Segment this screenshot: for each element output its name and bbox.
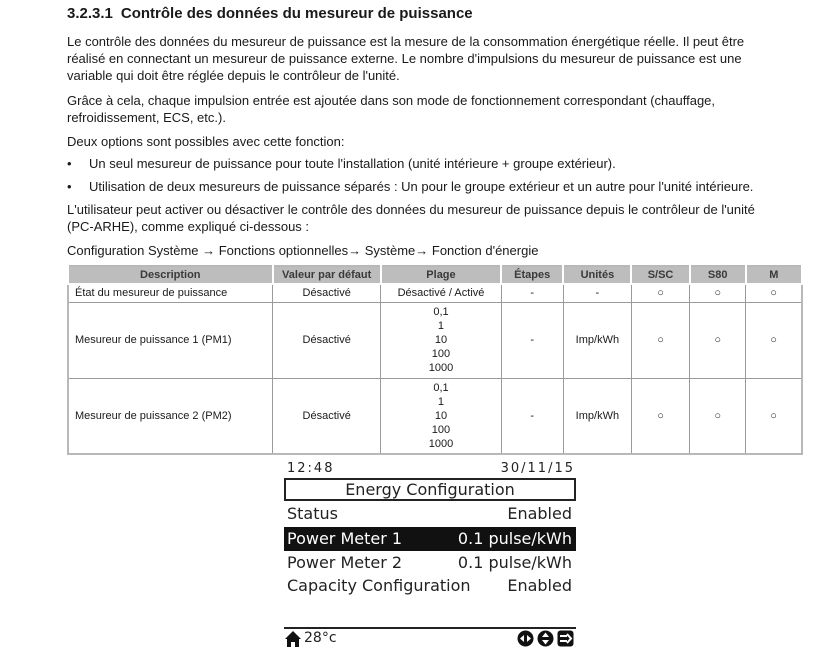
range-value: 0,1 xyxy=(433,306,449,318)
parameters-table xyxy=(67,265,803,455)
lcd-menu-item-status[interactable] xyxy=(284,502,576,526)
home-icon[interactable] xyxy=(284,630,302,648)
table-header-row xyxy=(68,266,802,284)
range-value: 1 xyxy=(437,320,445,332)
cell-range xyxy=(381,378,501,454)
lcd-item-label: Power Meter 1 xyxy=(287,529,403,548)
bullet-icon: • xyxy=(67,156,72,171)
cell-units: - xyxy=(563,284,631,302)
lcd-time: 12:48 xyxy=(287,461,335,476)
header-steps: Étapes xyxy=(501,266,563,284)
cell-steps: - xyxy=(501,302,563,378)
paragraph-intro-line-3: variable qui doit être réglée depuis le contrôleur de l'unité. xyxy=(67,68,400,83)
lcd-item-label: Power Meter 2 xyxy=(287,553,403,572)
cell-s-sc: ○ xyxy=(631,284,689,302)
paragraph-user xyxy=(67,201,807,235)
lcd-title: Energy Configuration xyxy=(284,478,576,501)
controller-lcd-screen xyxy=(280,458,580,656)
range-value: 100 xyxy=(431,423,451,436)
cell-m: ○ xyxy=(746,284,802,302)
paragraph-intro-line-1: Le contrôle des données du mesureur de puissance est la mesure de la consommation énergétique réelle. Il peut être xyxy=(67,34,745,49)
lcd-item-value: 0.1 pulse/kWh xyxy=(457,553,572,572)
paragraph-user-line-1: L'utilisateur peut activer ou désactiver le contrôle des données du mesureur de puissance depuis le contrôleur de l'unité xyxy=(67,202,755,217)
header-range: Plage xyxy=(381,266,501,284)
paragraph-intro-line-2: réalisé en connectant un mesureur de puissance externe. Le nombre d'impulsions du mesureur de puissance est une xyxy=(67,51,742,66)
cell-m: ○ xyxy=(746,378,802,454)
up-down-arrows-icon[interactable] xyxy=(537,630,554,647)
lcd-divider xyxy=(284,627,576,629)
range-value: Désactivé / Activé xyxy=(397,287,485,300)
cell-s80: ○ xyxy=(690,284,746,302)
header-s-sc: S/SC xyxy=(631,266,689,284)
lcd-nav-icons xyxy=(517,630,574,647)
range-value: 1 xyxy=(437,395,445,408)
cell-s-sc: ○ xyxy=(631,302,689,378)
cell-description: État du mesureur de puissance xyxy=(68,284,273,302)
cell-steps: - xyxy=(501,378,563,454)
lcd-item-value: Enabled xyxy=(507,576,572,595)
lcd-item-label: Status xyxy=(287,504,338,523)
table-row xyxy=(68,302,802,378)
section-title: Contrôle des données du mesureur de puissance xyxy=(120,5,473,22)
range-value: 1000 xyxy=(428,437,454,450)
cell-default: Désactivé xyxy=(273,378,381,454)
range-value: 0,1 xyxy=(433,381,449,394)
section-number: 3.2.3.1 xyxy=(67,5,113,22)
cell-m: ○ xyxy=(746,302,802,378)
cell-units: Imp/kWh xyxy=(563,302,631,378)
cell-s80: ○ xyxy=(690,378,746,454)
cell-s-sc: ○ xyxy=(631,378,689,454)
paragraph-impulse xyxy=(67,92,807,126)
menu-return-icon[interactable] xyxy=(557,630,574,647)
lcd-date: 30/11/15 xyxy=(500,461,575,476)
header-description: Description xyxy=(68,266,273,284)
paragraph-options: Deux options sont possibles avec cette fonction: xyxy=(67,134,345,149)
cell-range xyxy=(381,284,501,302)
cell-default: Désactivé xyxy=(273,302,381,378)
range-value: 10 xyxy=(434,409,448,422)
cell-units: Imp/kWh xyxy=(563,378,631,454)
menu-path: Configuration Système → Fonctions optionnelles→ Système→ Fonction d'énergie xyxy=(67,243,539,258)
section-heading xyxy=(67,5,473,22)
bullet-icon: • xyxy=(67,179,72,194)
bullet-text-2: Utilisation de deux mesureurs de puissance séparés : Un pour le groupe extérieur et un autre pour l'unité intérieure. xyxy=(89,179,754,194)
lcd-menu-item-capacity[interactable] xyxy=(284,574,576,598)
header-default: Valeur par défaut xyxy=(273,266,381,284)
lcd-menu-item-power-meter-1[interactable] xyxy=(284,527,576,551)
cell-steps: - xyxy=(501,284,563,302)
lcd-item-value: 0.1 pulse/kWh xyxy=(457,529,572,548)
cell-description: Mesureur de puissance 1 (PM1) xyxy=(68,302,273,378)
header-m: M xyxy=(746,266,802,284)
paragraph-impulse-line-2: refroidissement, ECS, etc.). xyxy=(67,110,226,125)
range-value: 100 xyxy=(431,348,451,360)
lcd-temperature: 28°c xyxy=(304,630,337,646)
cell-default: Désactivé xyxy=(273,284,381,302)
range-value: 10 xyxy=(434,334,448,346)
bullet-text-1: Un seul mesureur de puissance pour toute l'installation (unité intérieure + groupe extérieur). xyxy=(89,156,616,171)
lcd-item-label: Capacity Configuration xyxy=(287,576,471,595)
paragraph-intro xyxy=(67,33,807,84)
cell-s80: ○ xyxy=(690,302,746,378)
left-right-arrows-icon[interactable] xyxy=(517,630,534,647)
table-row xyxy=(68,284,802,302)
lcd-item-value: Enabled xyxy=(507,504,572,523)
paragraph-impulse-line-1: Grâce à cela, chaque impulsion entrée est ajoutée dans son mode de fonctionnement correspondant (chauffage, xyxy=(67,93,716,108)
header-units: Unités xyxy=(563,266,631,284)
header-s80: S80 xyxy=(690,266,746,284)
lcd-menu-item-power-meter-2[interactable] xyxy=(284,551,576,575)
range-value: 1000 xyxy=(428,362,454,374)
paragraph-user-line-2: (PC-ARHE), comme expliqué ci-dessous : xyxy=(67,219,310,234)
cell-range xyxy=(381,302,501,378)
table-row xyxy=(68,378,802,454)
cell-description: Mesureur de puissance 2 (PM2) xyxy=(68,378,273,454)
